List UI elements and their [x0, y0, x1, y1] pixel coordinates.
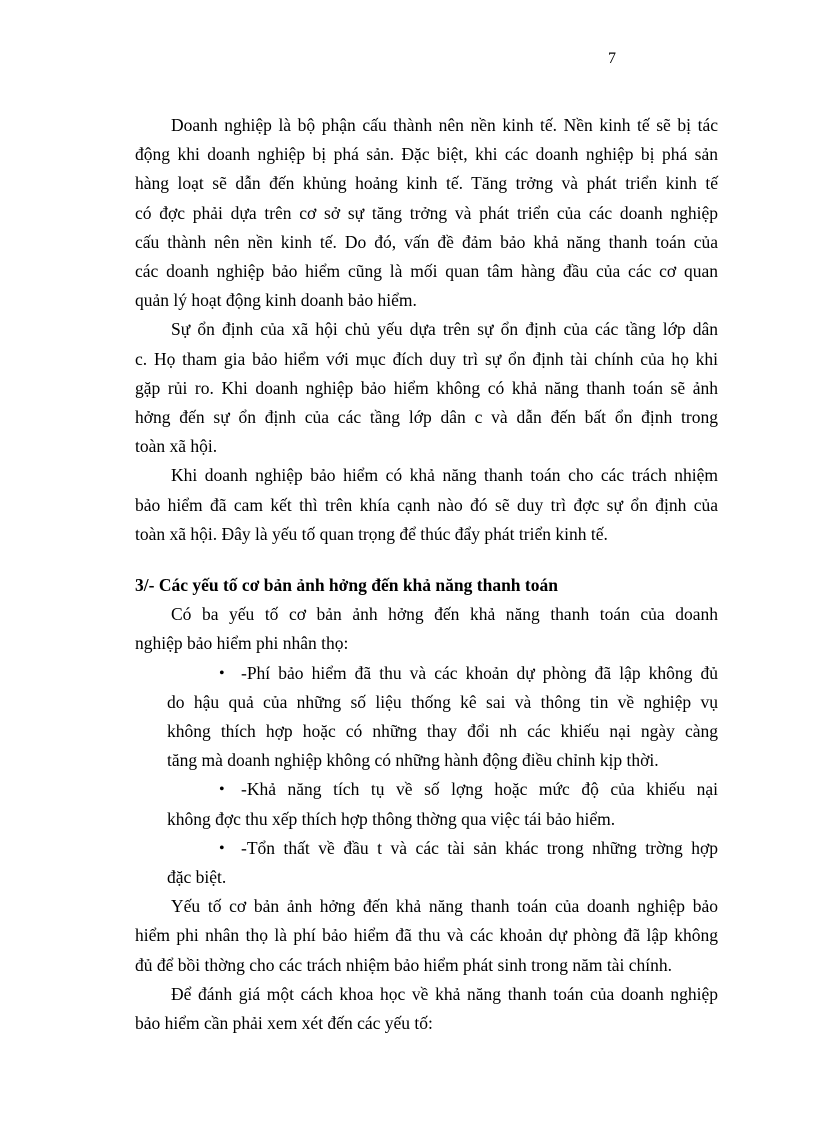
text-line: các doanh nghiệp bảo hiểm cũng là mối quan tâm hàng đầu của các cơ quan — [135, 261, 718, 282]
text-line: quản lý hoạt động kinh doanh bảo hiểm. — [135, 290, 417, 311]
paragraph-5 — [135, 892, 718, 980]
text-line: có đợc phải dựa trên cơ sở sự tăng trởng và phát triển của các doanh nghiệp — [135, 202, 718, 223]
paragraph-4 — [135, 600, 718, 658]
text-line: hàng loạt sẽ dẫn đến khủng hoảng kinh tế. Tăng trởng và phát triển kinh tế — [135, 173, 718, 194]
paragraph-1 — [135, 111, 718, 315]
text-line: hởng đến sự ổn định của các tầng lớp dân c và dẫn đến bất ổn định trong — [135, 407, 718, 428]
text-line: toàn xã hội. Đây là yếu tố quan trọng để thúc đẩy phát triển kinh tế. — [135, 523, 608, 544]
list-item — [167, 775, 718, 833]
text-line: tăng mà doanh nghiệp không có những hành động điều chỉnh kịp thời. — [167, 750, 659, 771]
text-line: c. Họ tham gia bảo hiểm với mục đích duy trì sự ổn định tài chính của họ khi — [135, 348, 718, 369]
bullet-icon: • — [219, 664, 225, 682]
bullet-icon: • — [219, 781, 225, 799]
paragraph-3 — [135, 461, 718, 549]
bullet-icon: • — [219, 839, 225, 857]
text-line: đặc biệt. — [167, 867, 227, 888]
document-body — [135, 111, 718, 1038]
text-line: không đợc thu xếp thích hợp thông thờng qua việc tái bảo hiểm. — [167, 808, 616, 829]
list-item — [167, 659, 718, 776]
paragraph-2 — [135, 315, 718, 461]
text-line: không thích hợp hoặc có những thay đổi nh các khiếu nại ngày càng — [167, 721, 718, 742]
text-line: bảo hiểm cần phải xem xét đến các yếu tố: — [135, 1013, 433, 1034]
text-line: hiểm phi nhân thọ là phí bảo hiểm đã thu và các khoản dự phòng đã lập không — [135, 925, 718, 946]
text-line: đủ để bồi thờng cho các trách nhiệm bảo hiểm phát sinh trong năm tài chính. — [135, 954, 673, 975]
text-line: Có ba yếu tố cơ bản ảnh hởng đến khả năng thanh toán của doanh — [171, 604, 718, 625]
text-line: Doanh nghiệp là bộ phận cấu thành nên nền kinh tế. Nền kinh tế sẽ bị tác — [171, 115, 718, 135]
text-line: toàn xã hội. — [135, 436, 218, 457]
text-line: Khi doanh nghiệp bảo hiểm có khả năng thanh toán cho các trách nhiệm — [171, 465, 718, 486]
text-line: nghiệp bảo hiểm phi nhân thọ: — [135, 633, 349, 654]
paragraph-6 — [135, 980, 718, 1038]
bullet-list — [167, 659, 718, 893]
text-line: -Khả năng tích tụ về số lợng hoặc mức độ của khiếu nại — [241, 779, 718, 800]
text-line: Để đánh giá một cách khoa học về khả năng thanh toán của doanh nghiệp — [171, 983, 718, 1004]
text-line: gặp rủi ro. Khi doanh nghiệp bảo hiểm không có khả năng thanh toán sẽ ảnh — [135, 377, 718, 398]
text-line: -Phí bảo hiểm đã thu và các khoản dự phòng đã lập không đủ — [241, 662, 718, 683]
text-line: Sự ổn định của xã hội chủ yếu dựa trên sự ổn định của các tầng lớp dân — [171, 319, 718, 340]
page-number: 7 — [608, 50, 616, 67]
text-line: cấu thành nên nền kinh tế. Do đó, vấn đề đảm bảo khả năng thanh toán của — [135, 231, 718, 252]
list-item — [167, 834, 718, 892]
text-line: bảo hiểm đã cam kết thì trên khía cạnh nào đó sẽ duy trì đợc sự ổn định của — [135, 494, 718, 515]
section-heading: 3/- Các yếu tố cơ bản ảnh hởng đến khả năng thanh toán — [135, 575, 558, 596]
text-line: -Tổn thất về đầu t và các tài sản khác trong những trờng hợp — [241, 837, 718, 858]
text-line: Yếu tố cơ bản ảnh hởng đến khả năng thanh toán của doanh nghiệp bảo — [171, 896, 718, 917]
text-line: do hậu quả của những số liệu thống kê sai và thông tin về nghiệp vụ — [167, 691, 718, 712]
text-line: động khi doanh nghiệp bị phá sản. Đặc biệt, khi các doanh nghiệp bị phá sản — [135, 144, 718, 165]
